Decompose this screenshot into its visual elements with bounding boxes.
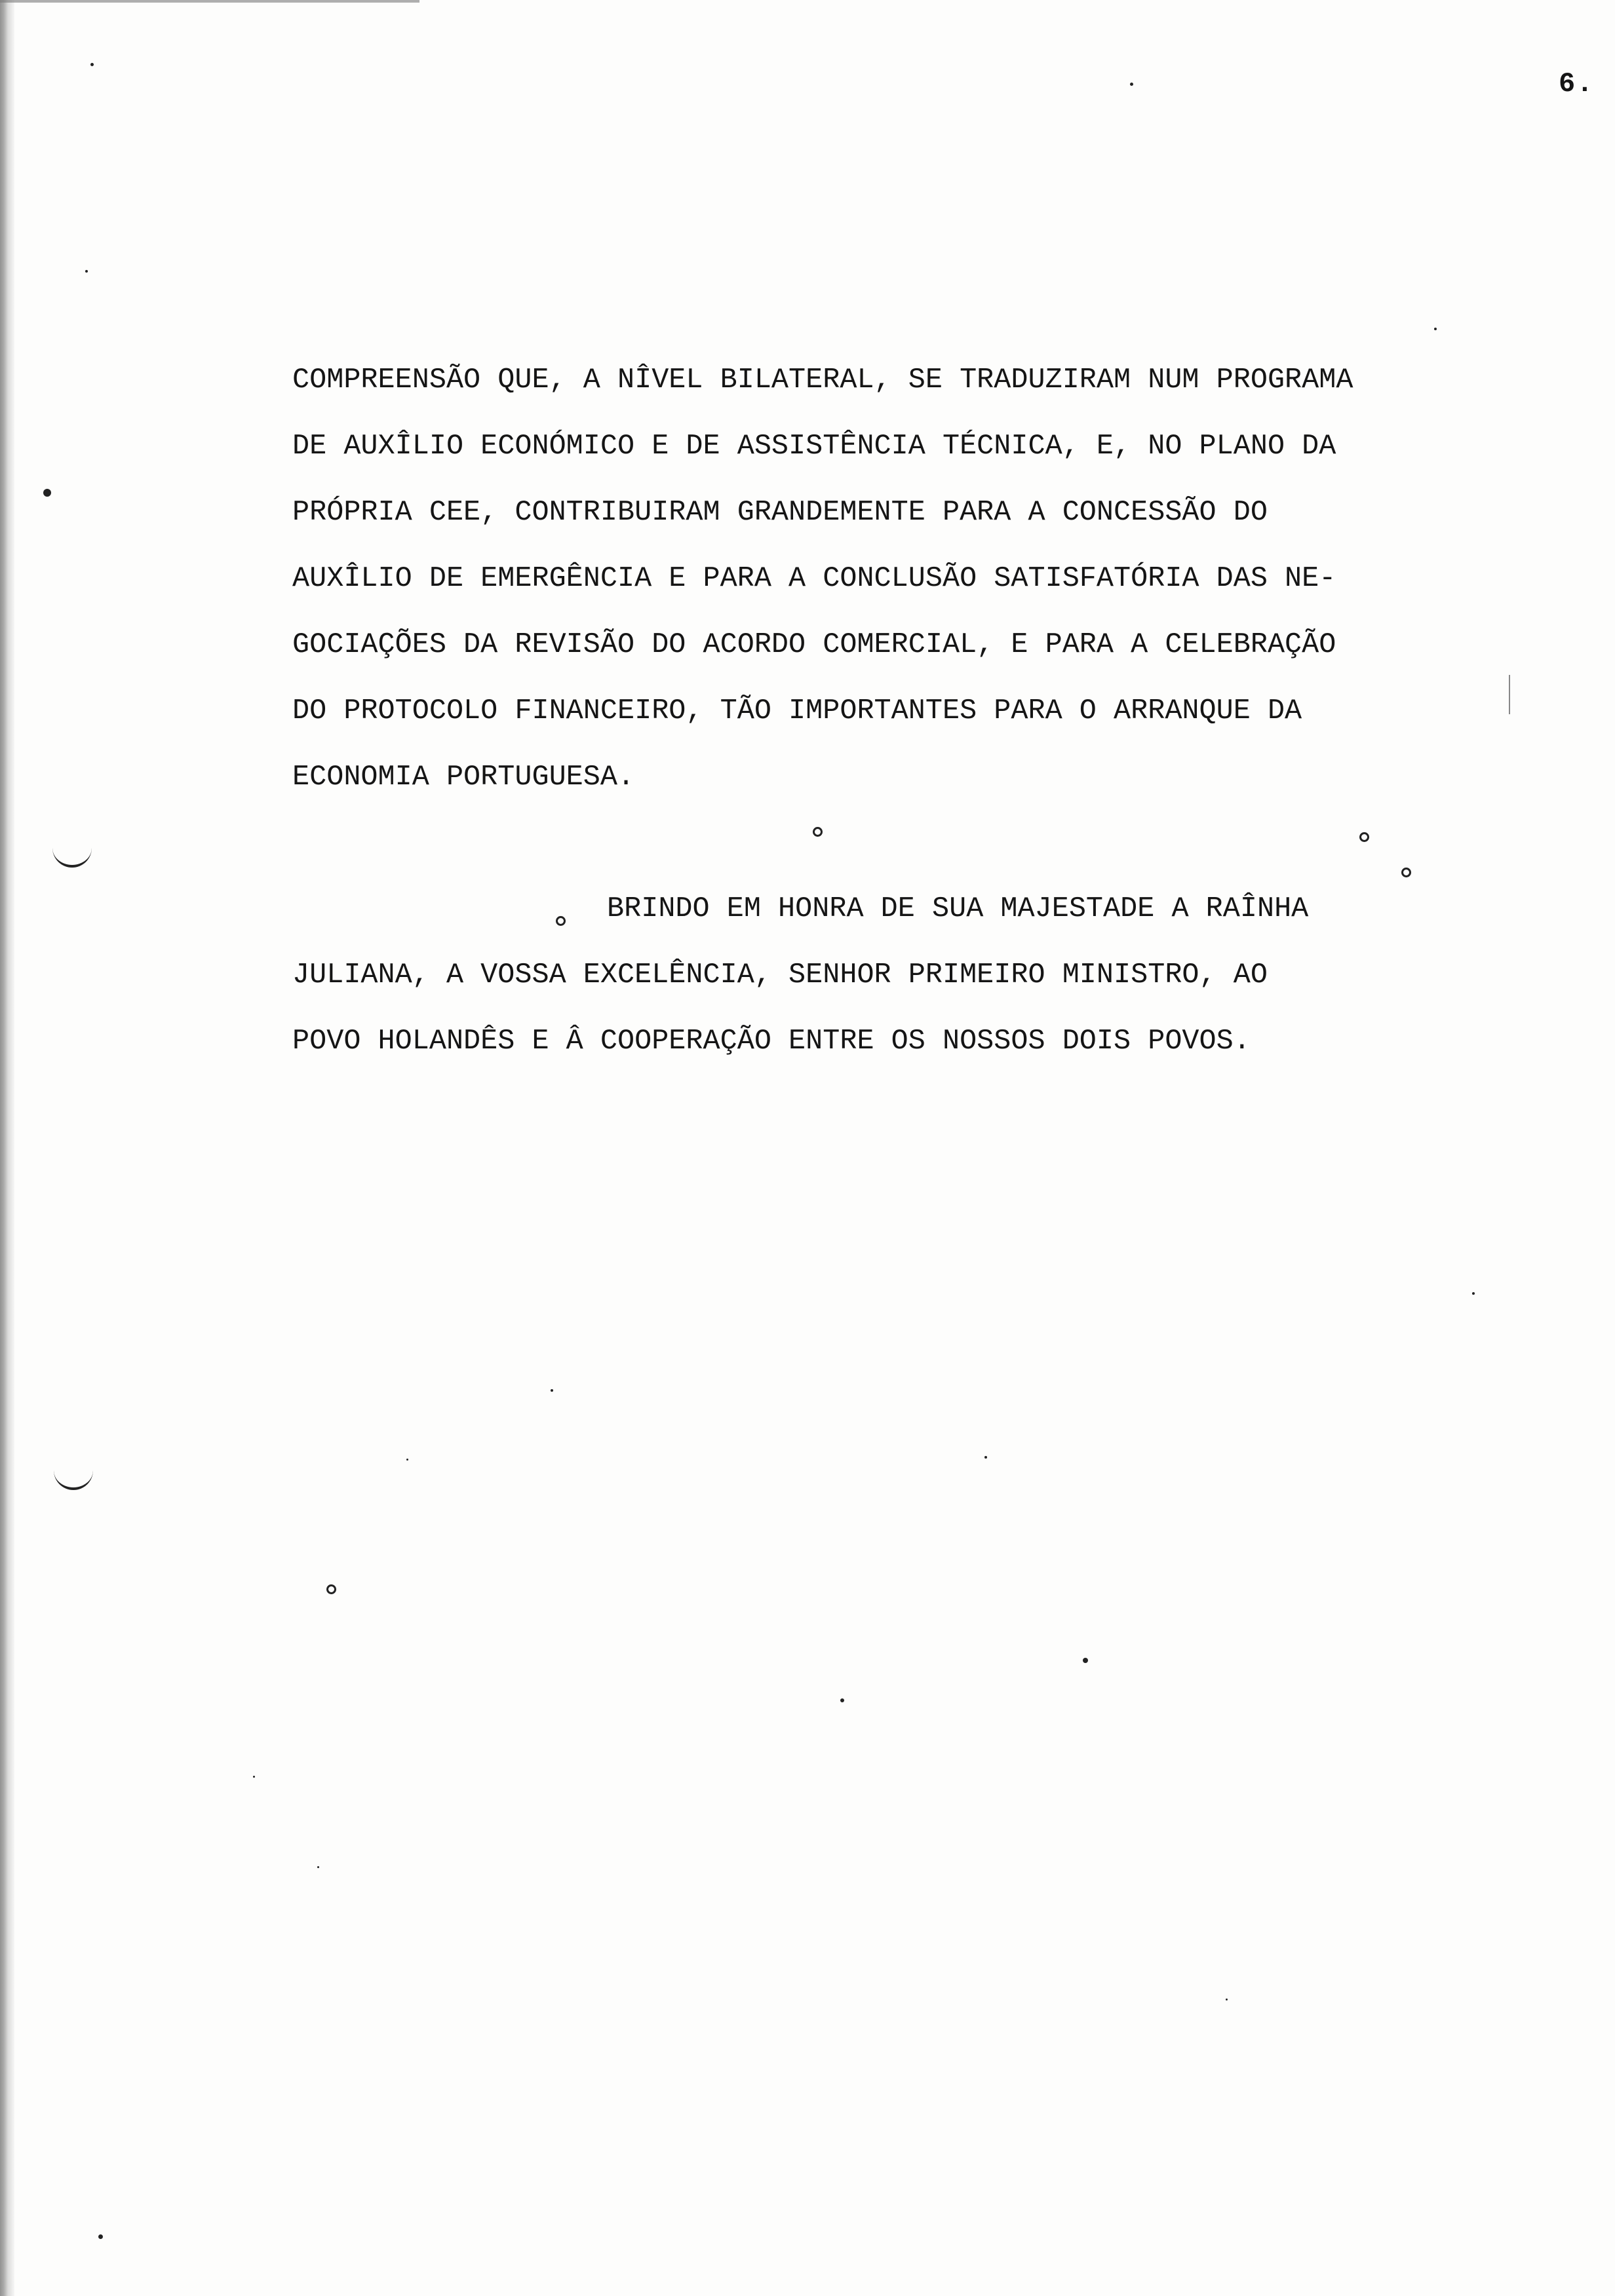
text-line: PRÓPRIA CEE, CONTRIBUIRAM GRANDEMENTE PARA A CONCESSÃO DO <box>292 497 1268 529</box>
text-line: BRINDO EM HONRA DE SUA MAJESTADE A RAÎNHA <box>607 893 1309 925</box>
scan-speck <box>1130 83 1133 86</box>
scan-speck <box>1401 868 1411 877</box>
text-line: JULIANA, A VOSSA EXCELÊNCIA, SENHOR PRIMEIRO MINISTRO, AO <box>292 959 1268 991</box>
scan-speck <box>326 1584 336 1594</box>
scan-speck <box>556 916 566 926</box>
scan-speck <box>43 489 51 497</box>
scan-speck <box>253 1776 255 1778</box>
paragraph-1 <box>292 347 1538 811</box>
scan-speck <box>85 270 88 273</box>
text-line: DE AUXÎLIO ECONÓMICO E DE ASSISTÊNCIA TÉCNICA, E, NO PLANO DA <box>292 430 1336 463</box>
scan-speck <box>98 2234 103 2239</box>
text-line: POVO HOLANDÊS E Â COOPERAÇÃO ENTRE OS NOSSOS DOIS POVOS. <box>292 1025 1251 1058</box>
text-line: AUXÎLIO DE EMERGÊNCIA E PARA A CONCLUSÃO SATISFATÓRIA DAS NE- <box>292 563 1336 595</box>
text-line: GOCIAÇÕES DA REVISÃO DO ACORDO COMERCIAL, E PARA A CELEBRAÇÃO <box>292 629 1336 661</box>
scan-speck <box>90 63 94 66</box>
scan-speck <box>551 1389 553 1392</box>
text-line: DO PROTOCOLO FINANCEIRO, TÃO IMPORTANTES PARA O ARRANQUE DA <box>292 695 1302 727</box>
text-line: COMPREENSÃO QUE, A NÎVEL BILATERAL, SE TRADUZIRAM NUM PROGRAMA <box>292 364 1353 396</box>
text-line: ECONOMIA PORTUGUESA. <box>292 761 635 794</box>
scan-top-edge <box>0 0 419 3</box>
scan-speck <box>1083 1658 1088 1663</box>
page-number: 6. <box>1559 68 1595 100</box>
scan-mark <box>52 845 92 868</box>
scan-mark <box>54 1468 93 1490</box>
scan-speck <box>840 1698 844 1702</box>
scan-speck <box>984 1456 987 1459</box>
scan-speck <box>1359 832 1369 842</box>
scan-speck <box>317 1866 319 1868</box>
scan-speck <box>1226 1999 1228 2000</box>
scan-speck <box>1472 1292 1475 1295</box>
scan-speck <box>406 1459 408 1461</box>
scan-binding-edge <box>0 0 14 2296</box>
scan-speck <box>1434 328 1437 330</box>
scan-mark <box>1509 675 1510 714</box>
paragraph-2 <box>292 876 1538 1075</box>
scan-speck <box>813 827 823 837</box>
